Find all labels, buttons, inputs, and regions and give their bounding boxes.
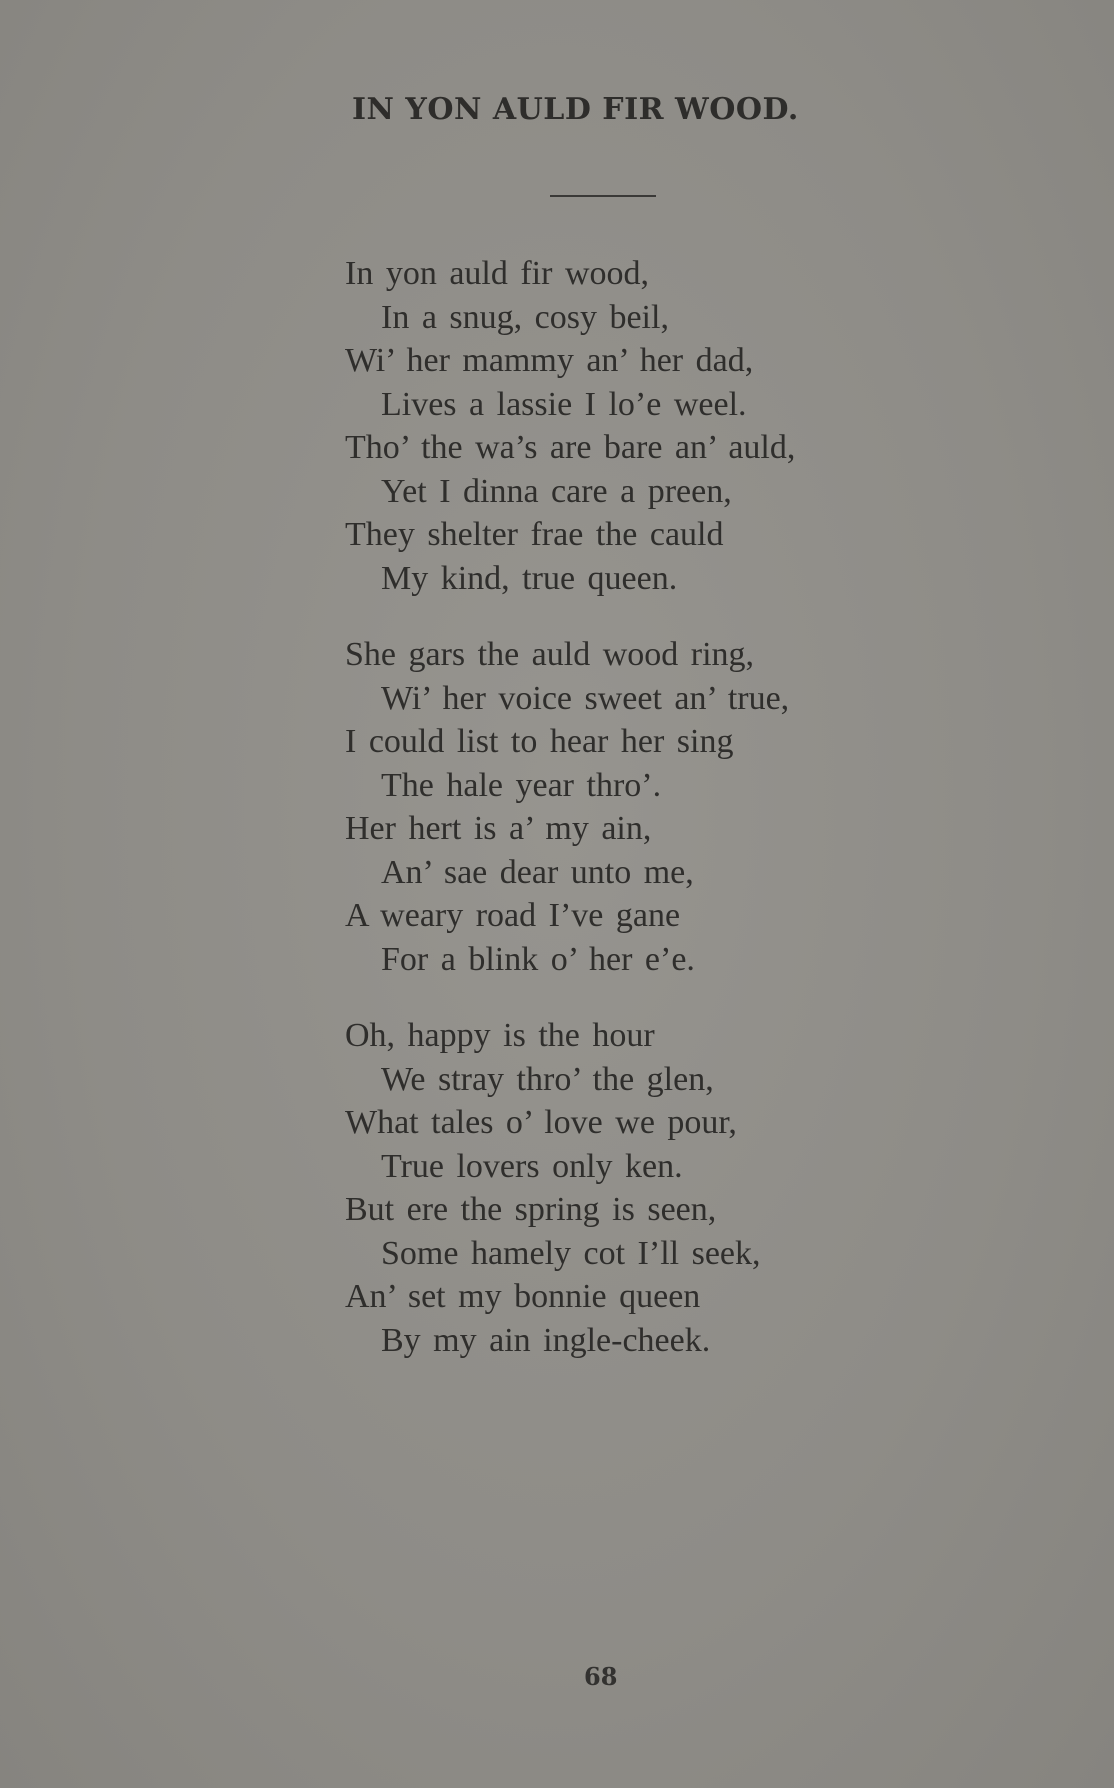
stanza-1 xyxy=(345,252,795,600)
poem-line: In a snug, cosy beil, xyxy=(381,298,669,336)
poem-line: Yet I dinna care a preen, xyxy=(381,472,732,510)
stanza-2 xyxy=(345,633,795,981)
poem-line: But ere the spring is seen, xyxy=(345,1191,717,1228)
title-divider xyxy=(550,195,656,197)
poem-line: For a blink o’ her e’e. xyxy=(381,940,695,978)
poem-line: An’ sae dear unto me, xyxy=(381,853,694,891)
poem-line: Her hert is a’ my ain, xyxy=(345,810,652,847)
poem-line: Lives a lassie I lo’e weel. xyxy=(381,385,747,423)
poem-line: In yon auld fir wood, xyxy=(345,255,650,292)
poem-line: Tho’ the wa’s are bare an’ auld, xyxy=(345,429,796,466)
poem-line: My kind, true queen. xyxy=(381,559,678,597)
poem-line: What tales o’ love we pour, xyxy=(345,1104,737,1141)
stanza-3 xyxy=(345,1014,795,1362)
poem-line: By my ain ingle-cheek. xyxy=(381,1321,711,1359)
poem-body xyxy=(345,252,795,1395)
poem-line: A weary road I’ve gane xyxy=(345,897,681,934)
poem-line: Wi’ her mammy an’ her dad, xyxy=(345,342,754,379)
page-number: 68 xyxy=(584,1662,618,1691)
poem-line: Oh, happy is the hour xyxy=(345,1017,655,1054)
poem-line: They shelter frae the cauld xyxy=(345,516,724,553)
poem-title: IN YON AULD FIR WOOD. xyxy=(352,92,799,127)
poem-line: Some hamely cot I’ll seek, xyxy=(381,1234,761,1272)
poem-line: We stray thro’ the glen, xyxy=(381,1060,714,1098)
poem-line: True lovers only ken. xyxy=(381,1147,683,1185)
poem-line: An’ set my bonnie queen xyxy=(345,1278,701,1315)
poem-line: The hale year thro’. xyxy=(381,766,662,804)
poem-line: She gars the auld wood ring, xyxy=(345,636,755,673)
poem-line: Wi’ her voice sweet an’ true, xyxy=(381,679,790,717)
poem-line: I could list to hear her sing xyxy=(345,723,734,760)
